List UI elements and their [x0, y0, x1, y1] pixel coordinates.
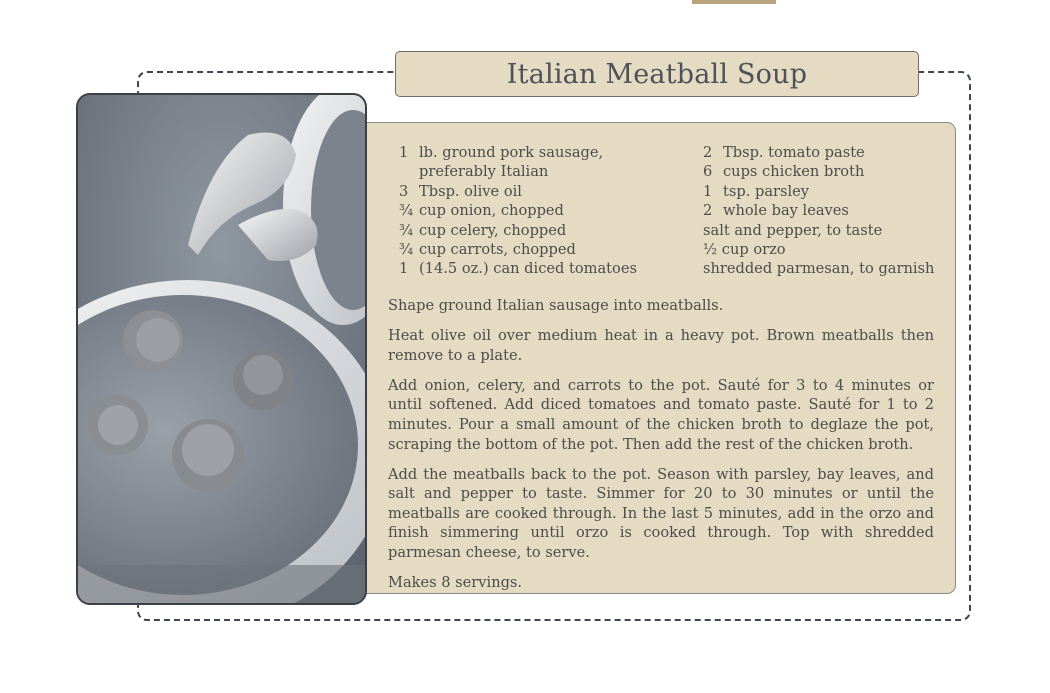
ingredient-quantity: ¾	[399, 241, 414, 259]
instruction-step: Heat olive oil over medium heat in a heavy pot. Brown meatballs then remove to a plate.	[388, 327, 934, 364]
ingredient-name: shredded parmesan, to garnish	[703, 260, 935, 278]
ingredient-quantity: 3	[399, 182, 409, 200]
instruction-step: Makes 8 servings.	[388, 574, 523, 592]
title-banner	[395, 51, 919, 97]
ingredient-name: ½ cup orzo	[703, 241, 786, 259]
ingredient-item	[703, 240, 953, 259]
ingredient-name: tsp. parsley	[723, 182, 810, 200]
ingredient-item	[388, 201, 688, 220]
ingredient-item	[388, 259, 688, 278]
ingredient-item	[703, 221, 953, 240]
ingredient-item	[388, 162, 688, 181]
ingredient-quantity: 2	[703, 202, 713, 220]
ingredient-item	[703, 182, 953, 201]
ingredient-quantity: ¾	[399, 202, 414, 220]
ingredient-name: cup carrots, chopped	[419, 241, 576, 259]
ingredient-quantity: 1	[703, 182, 713, 200]
instruction-step: Add onion, celery, and carrots to the pot. Sauté for 3 to 4 minutes or until softened. Add diced tomatoes and tomato paste. Sauté for 1 to 2 minutes. Pour a small amount of the chicken broth to deglaze the pot, scraping the bottom of the pot. Then add the rest of the chicken broth.	[388, 376, 934, 453]
ingredient-item	[703, 143, 953, 162]
ingredient-item	[703, 201, 953, 220]
top-accent-tab	[692, 0, 776, 4]
ingredient-name: whole bay leaves	[723, 202, 849, 220]
instructions	[388, 296, 934, 603]
ingredient-name: preferably Italian	[419, 163, 549, 181]
ingredient-name: cup celery, chopped	[419, 221, 567, 239]
instruction-step: Shape ground Italian sausage into meatballs.	[388, 297, 724, 314]
ingredient-quantity: 2	[703, 144, 713, 161]
ingredient-quantity: 1	[399, 260, 409, 278]
instruction-step: Add the meatballs back to the pot. Season with parsley, bay leaves, and salt and pepper to taste. Simmer for 20 to 30 minutes or until the meatballs are cooked through. In the last 5 minutes, add in the orzo and finish simmering until orzo is cooked through. Top with shredded parmesan cheese, to serve.	[388, 465, 934, 562]
ingredient-quantity: 1	[399, 144, 409, 161]
ingredient-name: Tbsp. olive oil	[419, 182, 522, 200]
ingredient-name: salt and pepper, to taste	[703, 221, 883, 239]
ingredient-quantity: 6	[703, 163, 713, 181]
ingredient-item	[703, 259, 953, 278]
ingredient-item	[388, 143, 688, 162]
ingredient-quantity: ¾	[399, 221, 414, 239]
ingredients-right-column	[703, 143, 953, 279]
ingredient-item	[703, 162, 953, 181]
ingredient-item	[388, 182, 688, 201]
ingredient-name: cup onion, chopped	[419, 202, 564, 220]
ingredient-name: (14.5 oz.) can diced tomatoes	[419, 260, 637, 278]
ingredient-item	[388, 240, 688, 259]
soup-photo	[76, 93, 367, 605]
ingredient-item	[388, 221, 688, 240]
ingredient-name: Tbsp. tomato paste	[723, 144, 865, 161]
recipe-title: Italian Meatball Soup	[506, 58, 808, 90]
ingredient-name: cups chicken broth	[723, 163, 865, 181]
ingredient-name: lb. ground pork sausage,	[419, 144, 604, 161]
ingredients-left-column	[388, 143, 688, 279]
